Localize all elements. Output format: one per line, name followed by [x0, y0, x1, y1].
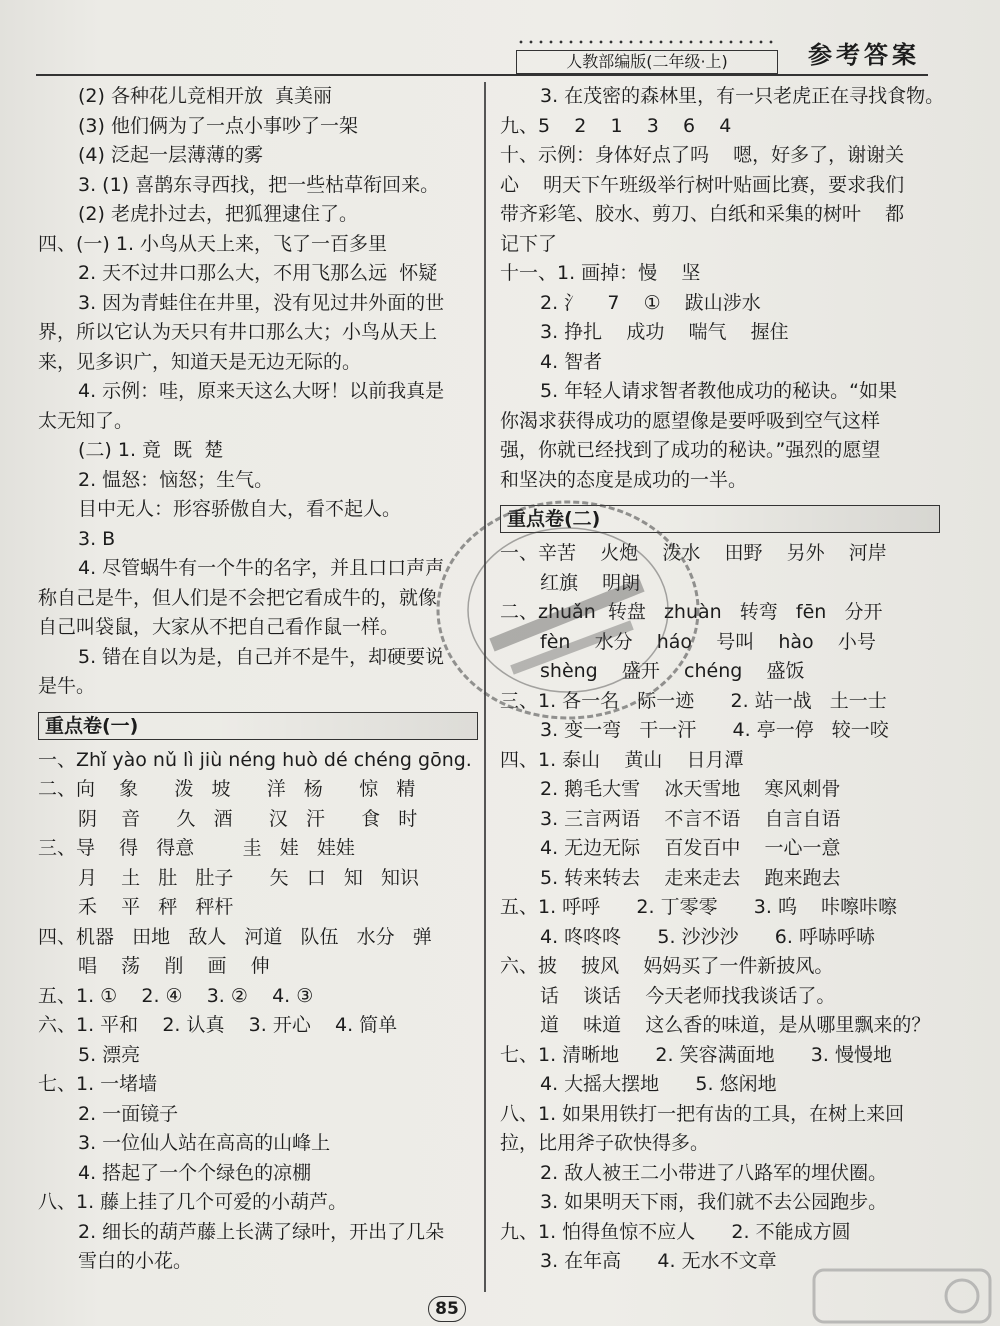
answer-line: 3. 一位仙人站在高高的山峰上	[78, 1132, 331, 1154]
answer-line: 3. 因为青蛙住在井里，没有见过井外面的世	[78, 291, 445, 314]
answer-line: 2. 敌人被王二小带进了八路军的埋伏圈。	[540, 1161, 888, 1184]
answer-line: 2. 天不过井口那么大，不用飞那么远 怀疑	[78, 262, 438, 284]
section-header-2	[500, 505, 940, 533]
answer-line: 七、1. 一堵墙	[38, 1073, 158, 1095]
answer-line: 太无知了。	[38, 409, 134, 432]
page-number: 85	[428, 1296, 466, 1322]
answer-line: 你渴求获得成功的愿望像是要呼吸到空气这样	[500, 409, 881, 432]
answer-line: 二、向 象 泼 坡 洋 杨 惊 精	[38, 778, 416, 800]
section-header-1	[38, 712, 478, 740]
answer-line: 3. 变一弯 干一汗 4. 亭一停 较一咬	[540, 719, 889, 741]
column-divider	[484, 82, 486, 1292]
right-answers-section2	[500, 539, 940, 1277]
answer-line: 一、Zhǐ yào nǔ lì jiù néng huò dé chéng gōng.	[38, 748, 472, 771]
answer-line: 九、5 2 1 3 6 4	[500, 114, 732, 137]
answer-line: 七、1. 清晰地 2. 笑容满面地 3. 慢慢地	[500, 1043, 892, 1066]
answer-line: 2. 细长的葫芦藤上长满了绿叶，开出了几朵	[78, 1220, 445, 1243]
answer-line: 2. 鹅毛大雪 冰天雪地 寒风刺骨	[540, 778, 841, 800]
answer-line: (二) 1. 竟 既 楚	[78, 439, 224, 461]
right-column	[500, 82, 945, 1277]
answer-line: 4. 尽管蜗牛有一个牛的名字，并且口口声声	[78, 557, 445, 579]
answer-line: fèn 水分 háo 号叫 hào 小号	[540, 630, 876, 653]
answer-line: 来，见多识广，知道天是无边无际的。	[38, 350, 362, 373]
answer-key-title: 参考答案	[808, 41, 920, 69]
answer-line: 记下了	[500, 232, 558, 255]
answer-line: 是牛。	[38, 675, 96, 697]
answer-line: 十、示例：身体好点了吗 嗯，好多了，谢谢关	[500, 144, 905, 166]
edition-label: 人教部编版(二年级·上)	[516, 50, 778, 74]
answer-line: 自己叫袋鼠，大家从不把自己看作鼠一样。	[38, 616, 400, 638]
answer-line: 3. 如果明天下雨，我们就不去公园跑步。	[540, 1191, 888, 1213]
answer-line: (2) 各种花儿竞相开放 真美丽	[78, 85, 333, 107]
answer-line: (4) 泛起一层薄薄的雾	[78, 144, 263, 166]
answer-line: 道 味道 这么香的味道，是从哪里飘来的？	[540, 1014, 931, 1036]
answer-line: 3. 三言两语 不言不语 自言自语	[540, 807, 841, 830]
answer-line: 八、1. 如果用铁打一把有齿的工具，在树上来回	[500, 1102, 905, 1125]
answer-line: 4. 大摇大摆地 5. 悠闲地	[540, 1073, 777, 1095]
answer-line: 十一、1. 画掉：慢 坚	[500, 262, 701, 284]
answer-line: 一、辛苦 火炮 泼水 田野 另外 河岸	[500, 542, 887, 564]
answer-line: 2. 愠怒：恼怒；生气。	[78, 468, 274, 491]
answer-line: 八、1. 藤上挂了几个可爱的小葫芦。	[38, 1191, 348, 1213]
answer-line: 3. B	[78, 527, 116, 550]
page-header	[512, 36, 928, 74]
answer-line: 四、(一) 1. 小鸟从天上来，飞了一百多里	[38, 232, 388, 255]
answer-line: 唱 荡 削 画 伸	[78, 955, 270, 977]
answer-line: (3) 他们俩为了一点小事吵了一架	[78, 114, 358, 137]
answer-line: 和坚决的态度是成功的一半。	[500, 468, 748, 491]
section-title: 重点卷(一)	[45, 714, 139, 737]
answer-line: 四、1. 泰山 黄山 日月潭	[500, 748, 744, 771]
answer-line: 4. 咚咚咚 5. 沙沙沙 6. 呼哧呼哧	[540, 925, 875, 948]
answer-line: 3. 挣扎 成功 喘气 握住	[540, 321, 789, 343]
answer-line: 心 明天下午班级举行树叶贴画比赛，要求我们	[500, 173, 905, 196]
header-dots	[516, 40, 778, 44]
answer-line: 九、1. 怕得鱼惊不应人 2. 不能成方圆	[500, 1220, 851, 1243]
answer-line: 4. 示例：哇，原来天这么大呀！以前我真是	[78, 380, 445, 402]
answer-line: 称自己是牛，但人们是不会把它看成牛的，就像	[38, 586, 438, 609]
answer-line: 月 土 肚 肚子 矢 口 知 知识	[78, 866, 419, 889]
answer-line: 阴 音 久 酒 汉 汗 食 时	[78, 807, 418, 830]
answer-line: 拉，比用斧子砍快得多。	[500, 1132, 710, 1154]
answer-line: 六、1. 平和 2. 认真 3. 开心 4. 简单	[38, 1014, 398, 1036]
answer-line: 三、1. 各一名 际一迹 2. 站一战 土一士	[500, 689, 887, 712]
answer-line: 红旗 明朗	[540, 571, 641, 594]
answer-line: 雪白的小花。	[78, 1250, 193, 1272]
answer-line: 5. 错在自以为是，自己并不是牛，却硬要说	[78, 645, 445, 668]
answer-line: 4. 搭起了一个个绿色的凉棚	[78, 1161, 312, 1184]
section-title: 重点卷(二)	[507, 508, 601, 530]
answer-line: 5. 转来转去 走来走去 跑来跑去	[540, 866, 841, 889]
answer-line: 三、导 得 得意 圭 娃 娃娃	[38, 837, 355, 859]
answer-line: 目中无人：形容骄傲自大，看不起人。	[78, 498, 402, 520]
left-answers-section1	[38, 746, 478, 1277]
answer-line: 2. 氵 7 ① 跋山涉水	[540, 291, 761, 314]
answer-line: 五、1. 呼呼 2. 丁零零 3. 呜 咔嚓咔嚓	[500, 896, 898, 918]
answer-line: shèng 盛开 chéng 盛饭	[540, 660, 805, 682]
answer-line: 4. 智者	[540, 350, 603, 373]
watermark-logo	[812, 1268, 992, 1324]
answer-line: 4. 无边无际 百发百中 一心一意	[540, 837, 841, 859]
answer-line: 3. (1) 喜鹊东寻西找，把一些枯草衔回来。	[78, 173, 440, 196]
answer-line: 5. 漂亮	[78, 1043, 141, 1066]
answer-line: (2) 老虎扑过去，把狐狸逮住了。	[78, 203, 358, 225]
right-answers-continued	[500, 82, 945, 495]
answer-line: 5. 年轻人请求智者教他成功的秘诀。“如果	[540, 380, 898, 402]
header-rule	[36, 74, 928, 76]
answer-line: 界，所以它认为天只有井口那么大；小鸟从天上	[38, 321, 438, 343]
answer-line: 2. 一面镜子	[78, 1102, 179, 1125]
left-answers-continued	[38, 82, 478, 702]
answer-line: 带齐彩笔、胶水、剪刀、白纸和采集的树叶 都	[500, 203, 905, 225]
answer-line: 话 谈话 今天老师找我谈话了。	[540, 984, 836, 1007]
answer-line: 3. 在茂密的森林里，有一只老虎正在寻找食物。	[540, 85, 945, 107]
answer-line: 六、披 披风 妈妈买了一件新披风。	[500, 955, 834, 977]
answer-line: 二、zhuǎn 转盘 zhuàn 转弯 fēn 分开	[500, 601, 883, 623]
answer-line: 强，你就已经找到了成功的秘诀。”强烈的愿望	[500, 439, 881, 461]
left-column	[38, 82, 478, 1277]
answer-line: 3. 在年高 4. 无水不文章	[540, 1250, 777, 1272]
answer-line: 四、机器 田地 敌人 河道 队伍 水分 弹	[38, 925, 432, 948]
answer-line: 禾 平 秤 秤杆	[78, 896, 234, 918]
answer-line: 五、1. ① 2. ④ 3. ② 4. ③	[38, 984, 314, 1007]
